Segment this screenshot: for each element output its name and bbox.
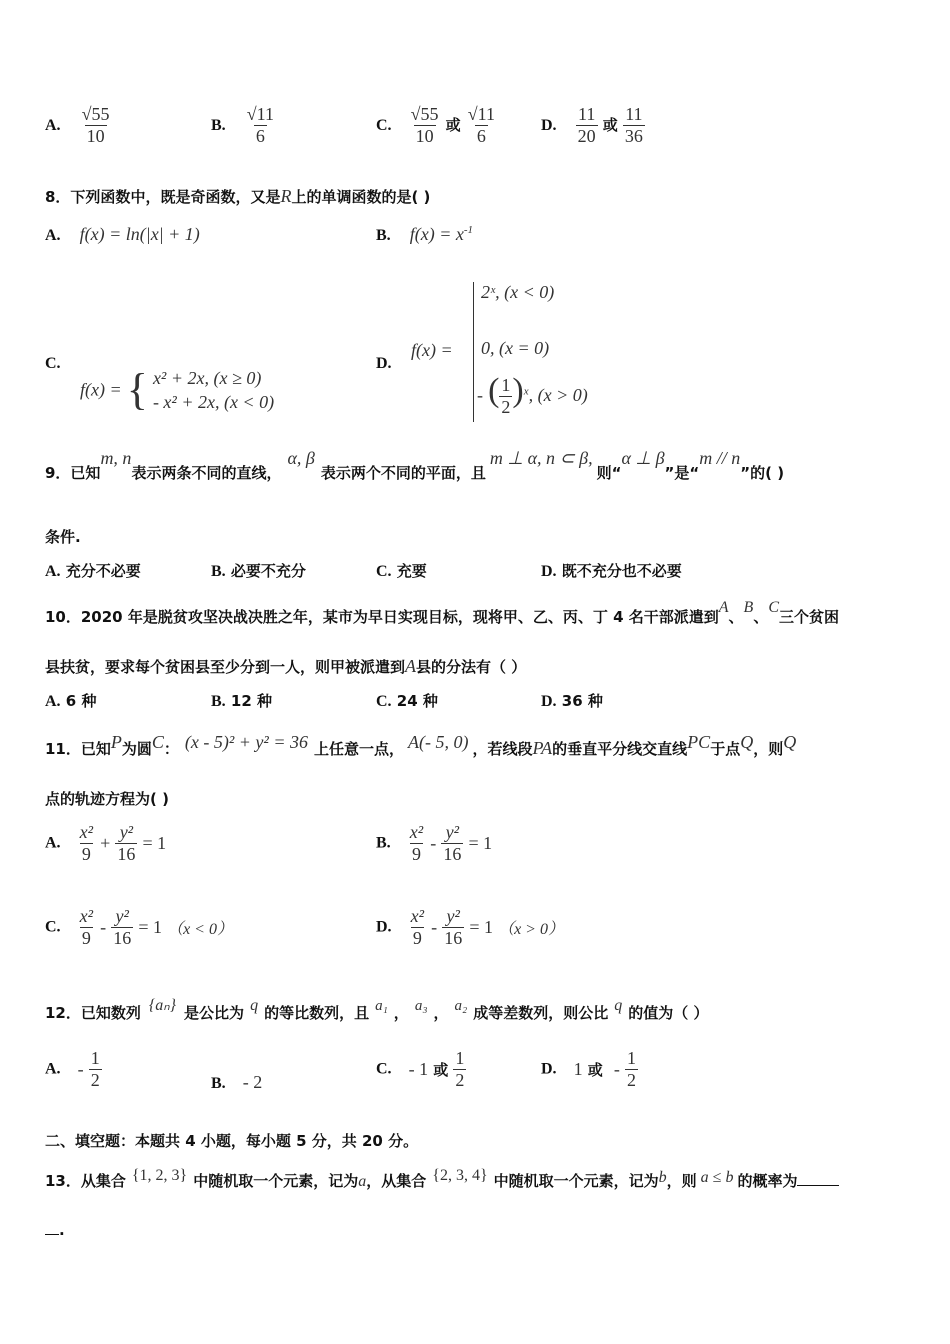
q8-option-c[interactable]: f(x) = { x² + 2x, (x ≥ 0) - x² + 2x, (x < 0) [80,365,275,414]
q7-option-c[interactable]: C. $\frac{√55}{10}$ 或 $\frac{√11}{6}$ [376,104,495,146]
section-title: 二、填空题：本题共 4 小题，每小题 5 分，共 20 分。 [45,1132,419,1150]
q9-option-c[interactable]: C. 充要 [376,562,427,580]
q8-stem: 8．下列函数中，既是奇函数，又是R上的单调函数的是( ) [45,186,431,206]
q11-stem: 11．已知P为圆C： (x - 5)² + y² = 36 上任意一点， A(- 5, 0) ，若线段PA的垂直平分线交直线PC于点Q，则Q [45,732,797,758]
q11-option-d[interactable]: D. $\frac{\text{x²}}{9}$ - $\frac{\text{y²}}{16}$ = 1 （x > 0） [376,906,564,948]
q10-stem-continued: 县扶贫，要求每个贫困县至少分到一人，则甲被派遣到A县的分法有（ ） [45,656,527,676]
q9-option-d[interactable]: D. 既不充分也不必要 [541,562,682,580]
left-brace-icon: { [126,365,148,414]
q10-stem: 10．2020 年是脱贫攻坚决战决胜之年，某市为早日实现目标，现将甲、乙、丙、丁 4 名干部派遣到A、B、C三个贫困 [45,599,840,626]
q7-option-d[interactable]: D. $\frac{11}{20}$ 或 $\frac{11}{36}$ [541,104,643,146]
q12-option-c[interactable]: C. - 1 或 $\frac{1}{2}$ [376,1048,465,1090]
option-label: C. [376,117,392,134]
left-brace-icon [473,282,476,422]
fraction: $\frac{√11}{6}$ [467,104,495,146]
option-label: A. [45,117,61,134]
q9-stem: 9．已知m, n表示两条不同的直线，α, β表示两个不同的平面，且m ⊥ α, n ⊂ β,则“α ⊥ β”是“m // n”的( ) [45,448,785,482]
function-expression: f(x) = ln(|x| + 1) [79,224,200,244]
q8-option-a[interactable]: A. f(x) = ln(|x| + 1) [45,224,200,244]
fraction: $\frac{11}{20}$ [577,104,596,146]
option-label: B. [211,117,226,134]
q7-option-a[interactable] [45,104,112,147]
q13-stem: 13．从集合 {1, 2, 3} 中随机取一个元素，记为a，从集合 {2, 3, 4} 中随机取一个元素，记为b，则 a ≤ b 的概率为 [45,1170,839,1191]
q7-option-b[interactable] [211,104,276,147]
q11-option-c[interactable]: C. $\frac{\text{x²}}{9}$ - $\frac{\text{y²}}{16}$ = 1 （x < 0） [45,906,233,948]
q9-option-a[interactable]: A. 充分不必要 [45,562,141,580]
fraction: $\frac{√55}{10}$ [410,104,439,146]
q12-stem: 12．已知数列 {aₙ} 是公比为 q 的等比数列，且 a₁ ， a₃ ， a₂ 成等差数列，则公比 q 的值为（ ） [45,997,709,1022]
q12-option-a[interactable]: A. - $\frac{1}{2}$ [45,1048,100,1090]
q10-option-b[interactable]: B. 12 种 [211,692,273,710]
q8-option-d-label[interactable]: D. [376,355,392,372]
answer-blank[interactable] [45,1220,59,1235]
fraction: $\frac{√55}{10}$ [81,104,110,146]
q13-stem-continued: . [45,1220,65,1239]
q12-option-d[interactable]: D. 1 或 - $\frac{1}{2}$ [541,1048,636,1090]
option-label: D. [541,117,557,134]
q10-option-c[interactable]: C. 24 种 [376,692,438,710]
q11-option-a[interactable]: A. $\frac{\text{x²}}{9}$ + $\frac{\text{y²}}{16}$ = 1 [45,822,167,864]
q8-option-c-label[interactable]: C. [45,355,61,372]
q12-option-b[interactable]: B. - 2 [211,1072,263,1092]
q9-option-b[interactable]: B. 必要不充分 [211,562,306,580]
q9-stem-continued: 条件. [45,528,81,546]
fraction: $\frac{√11}{6}$ [246,104,274,146]
function-expression: $f(x) = x^{-1}$ [409,224,474,244]
q8-option-b[interactable]: B. $f(x) = x^{-1}$ [376,224,474,244]
q11-stem-continued: 点的轨迹方程为( ) [45,790,169,808]
q11-option-b[interactable]: B. $\frac{\text{x²}}{9}$ - $\frac{\text{y²}}{16}$ = 1 [376,822,493,864]
answer-blank[interactable] [797,1171,839,1186]
q10-option-a[interactable]: A. 6 种 [45,692,97,710]
fraction: $\frac{11}{36}$ [624,104,643,146]
q10-option-d[interactable]: D. 36 种 [541,692,603,710]
